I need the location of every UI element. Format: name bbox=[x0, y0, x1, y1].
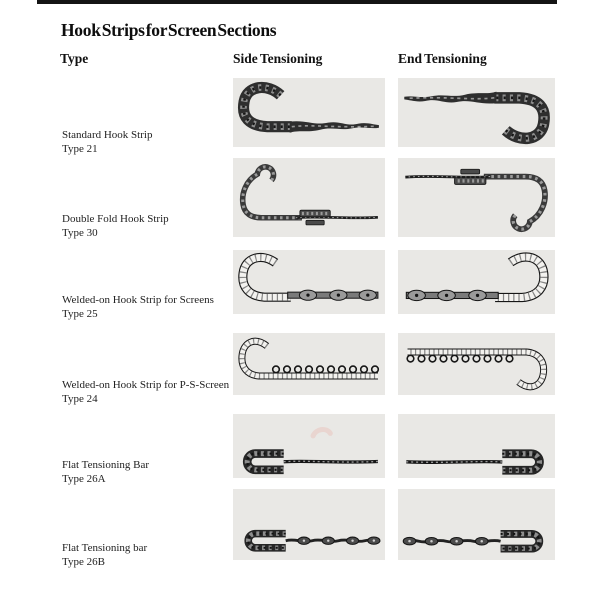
end-tensioning-panel bbox=[398, 250, 555, 314]
column-header-type: Type bbox=[60, 51, 89, 66]
row-label bbox=[62, 378, 229, 407]
strip-name: Standard Hook Strip bbox=[62, 129, 153, 141]
strip-type: Type 24 bbox=[62, 393, 98, 406]
page-title: Hook Strips for Screen Sections bbox=[61, 19, 277, 40]
end-tensioning-panel bbox=[398, 333, 555, 395]
side-tensioning-panel bbox=[233, 333, 385, 395]
side-tensioning-panel bbox=[233, 414, 385, 478]
hook-strip-side-illustration bbox=[233, 78, 385, 147]
hook-strip-end-illustration bbox=[398, 78, 555, 147]
welded-screen-end-illustration bbox=[398, 250, 555, 314]
end-tensioning-panel bbox=[398, 158, 555, 237]
strip-name: Double Fold Hook Strip bbox=[62, 213, 169, 225]
row-label bbox=[62, 541, 147, 570]
flat-bar-chain-end-illustration bbox=[398, 489, 555, 560]
end-tensioning-panel bbox=[398, 78, 555, 147]
row-label bbox=[62, 212, 169, 241]
strip-name: Welded-on Hook Strip for Screens bbox=[62, 294, 214, 306]
row-label bbox=[62, 293, 214, 322]
welded-ps-screen-end-illustration bbox=[398, 333, 555, 395]
strip-name: Welded-on Hook Strip for P-S-Screen bbox=[62, 379, 230, 391]
end-tensioning-panel bbox=[398, 489, 555, 560]
side-tensioning-panel bbox=[233, 78, 385, 147]
strip-type: Type 26A bbox=[62, 473, 106, 486]
row-label bbox=[62, 458, 149, 487]
strip-type: Type 30 bbox=[62, 227, 98, 240]
strip-name: Flat Tensioning bar bbox=[62, 542, 148, 554]
pink-smudge-mark bbox=[313, 430, 330, 436]
welded-ps-screen-side-illustration bbox=[233, 333, 385, 395]
flat-bar-side-illustration bbox=[233, 414, 385, 478]
strip-type: Type 21 bbox=[62, 143, 98, 156]
flat-bar-end-illustration bbox=[398, 414, 555, 478]
row-label bbox=[62, 128, 152, 157]
double-fold-side-illustration bbox=[233, 158, 385, 237]
column-header-side-tensioning: Side Tensioning bbox=[233, 51, 323, 66]
strip-type: Type 26B bbox=[62, 556, 105, 569]
side-tensioning-panel bbox=[233, 489, 385, 560]
flat-bar-chain-side-illustration bbox=[233, 489, 385, 560]
end-tensioning-panel bbox=[398, 414, 555, 478]
welded-screen-side-illustration bbox=[233, 250, 385, 314]
double-fold-end-illustration bbox=[398, 158, 555, 237]
column-header-end-tensioning: End Tensioning bbox=[398, 51, 487, 66]
strip-type: Type 25 bbox=[62, 308, 98, 321]
strip-name: Flat Tensioning Bar bbox=[62, 459, 150, 471]
top-rule bbox=[37, 0, 557, 4]
side-tensioning-panel bbox=[233, 158, 385, 237]
side-tensioning-panel bbox=[233, 250, 385, 314]
